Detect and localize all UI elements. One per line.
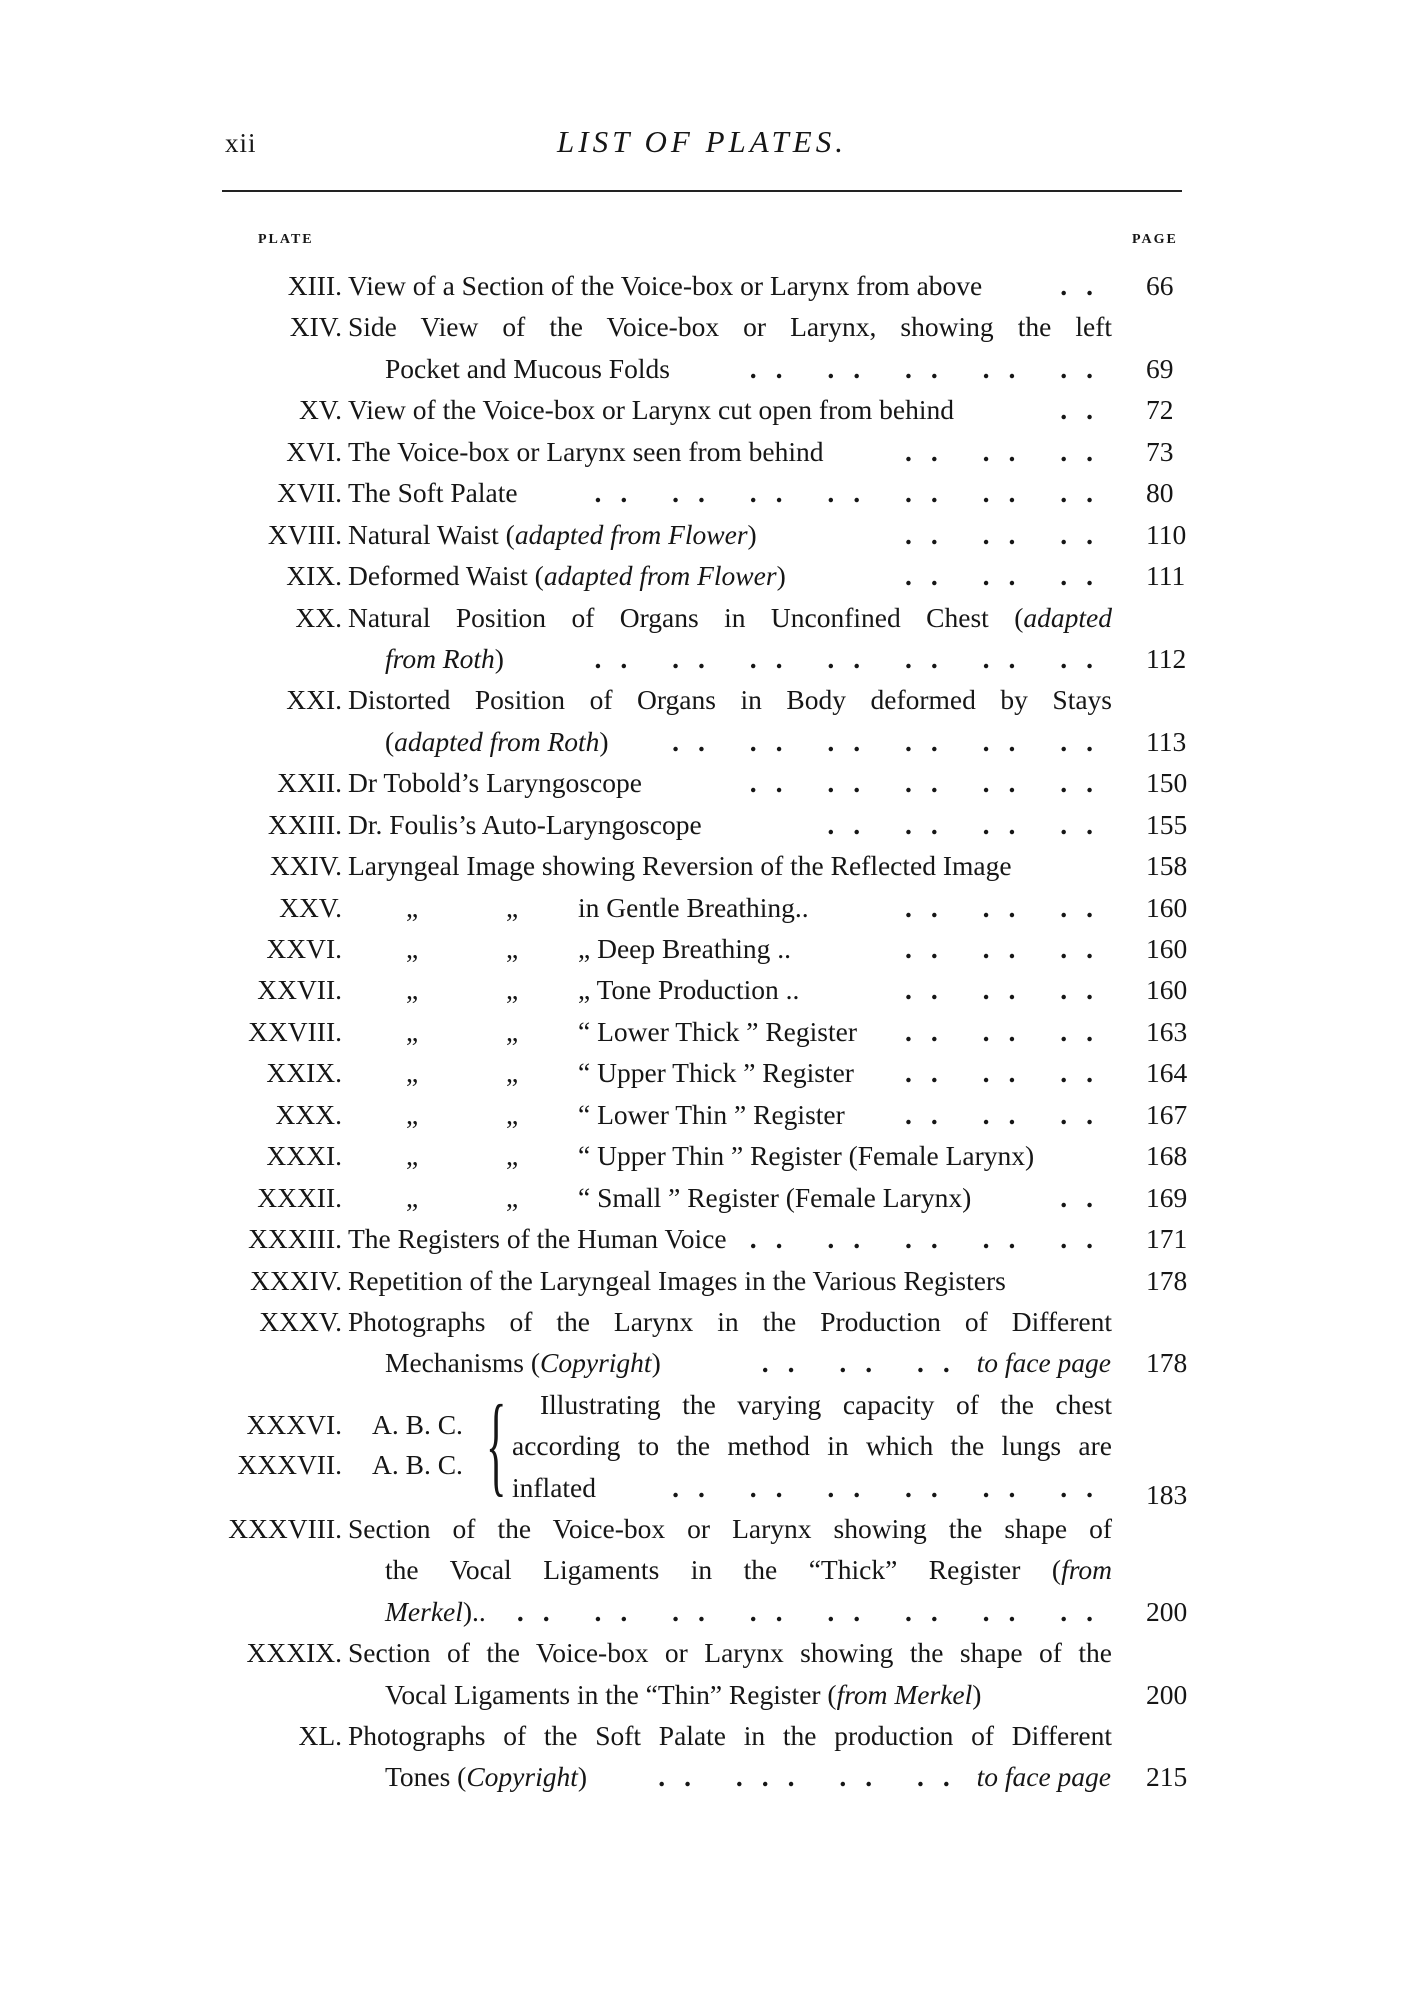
plate-title: “ Lower Thick ” Register (578, 1015, 857, 1047)
plate-number: XXXVIII. (228, 1512, 342, 1544)
page-number-ref: 168 (1146, 1140, 1188, 1172)
plate-title: the Vocal Ligaments in the “Thick” Register (from (385, 1554, 1112, 1586)
plate-number: XXIV. (269, 850, 342, 882)
plate-number: XVI. (286, 435, 342, 467)
list-item (0, 1715, 1404, 1756)
page-number-ref: 167 (1146, 1098, 1188, 1130)
page-number-ref: 163 (1146, 1015, 1188, 1047)
plate-title: „ Tone Production .. (578, 974, 800, 1006)
plate-title: Dr. Foulis’s Auto-Laryngoscope (348, 808, 702, 840)
page-number-ref: 72 (1146, 394, 1174, 426)
plate-number: XXVIII. (248, 1015, 342, 1047)
list-item (0, 1632, 1404, 1673)
plate-number: XXXVII. (237, 1448, 342, 1480)
page-number-ref: 178 (1146, 1347, 1188, 1379)
leader-dots: .. (1060, 270, 1112, 301)
plate-number: XXII. (277, 767, 342, 799)
plate-title: Pocket and Mucous Folds (385, 352, 670, 384)
list-item (0, 887, 1404, 928)
list-item (0, 638, 1404, 679)
ditto-mark: „ (506, 1098, 519, 1130)
list-item (0, 1756, 1404, 1797)
page-number: xii (225, 128, 257, 158)
leader-dots: .. .. .. (905, 891, 1112, 923)
page-number-ref: 111 (1146, 560, 1186, 592)
ditto-mark: „ (406, 891, 419, 923)
leader-dots: .. .. .. .. .. .. .. .. (516, 1595, 1112, 1627)
plate-title: inflated (512, 1471, 596, 1503)
leader-dots: .. .. .. .. .. (749, 767, 1112, 799)
plate-number: XV. (298, 394, 342, 426)
plate-title: Vocal Ligaments in the “Thin” Register (from Merkel) (385, 1678, 982, 1710)
ditto-mark: „ (406, 933, 419, 964)
plate-title: Section of the Voice-box or Larynx showing the shape of the (348, 1637, 1112, 1669)
page-number-ref: 200 (1146, 1678, 1188, 1710)
plate-letters: A. B. C. (372, 1448, 463, 1480)
list-item (0, 1301, 1404, 1342)
plate-title: „ Deep Breathing .. (578, 933, 792, 964)
page-number-ref: 113 (1146, 725, 1187, 757)
leader-dots: .. .. .. .. .. (749, 1223, 1112, 1255)
list-item (0, 1591, 1404, 1632)
plate-number: XL. (298, 1720, 342, 1751)
running-title: LIST OF PLATES. (557, 124, 847, 159)
plate-title: (adapted from Roth) (385, 725, 609, 757)
leader-dots: .. (1060, 1181, 1112, 1213)
list-item (0, 1508, 1404, 1549)
plate-number: XIII. (287, 270, 342, 301)
plate-title: Distorted Position of Organs in Body deformed by Stays (348, 684, 1112, 716)
ditto-mark: „ (406, 1098, 419, 1130)
leader-dots: .. .. .. .. .. (749, 352, 1112, 384)
list-item (0, 762, 1404, 803)
plate-title: Laryngeal Image showing Reversion of the Reflected Image (348, 850, 1012, 882)
list-item (0, 1260, 1404, 1301)
page-number-ref: 160 (1146, 974, 1188, 1006)
plate-number: XXXII. (257, 1181, 342, 1213)
leader-dots: .. .. .. (905, 1015, 1112, 1047)
list-item (0, 1135, 1404, 1176)
page-number-ref: 66 (1146, 270, 1174, 301)
plate-title: Mechanisms (Copyright) (385, 1347, 661, 1379)
plate-list (0, 265, 1404, 1798)
leader-dots: .. .. .. (905, 1098, 1112, 1130)
plate-title: The Soft Palate (348, 477, 518, 509)
plate-title: according to the method in which the lungs are (512, 1430, 1112, 1462)
plate-number: XXIII. (267, 808, 342, 840)
plate-number: XXXV. (259, 1305, 342, 1337)
leader-dots: .. .. .. .. .. .. .. (594, 477, 1112, 509)
list-item (0, 1011, 1404, 1052)
ditto-mark: „ (406, 1181, 419, 1213)
ditto-mark: „ (506, 1181, 519, 1213)
plate-title: View of a Section of the Voice-box or Larynx from above (348, 270, 983, 301)
plate-title: “ Upper Thick ” Register (578, 1057, 854, 1089)
page-number-ref: 215 (1146, 1761, 1188, 1793)
plate-number: XVII. (277, 477, 342, 509)
plate-number: XXIX. (266, 1057, 342, 1089)
plate-title: The Voice-box or Larynx seen from behind (348, 435, 824, 467)
plate-number: XXXIII. (248, 1223, 342, 1255)
brace-icon: { (486, 1382, 507, 1507)
list-item (0, 1052, 1404, 1093)
plate-number: XXXVI. (246, 1408, 342, 1440)
page-number-ref: 164 (1146, 1057, 1188, 1089)
plate-number: XIV. (289, 311, 342, 343)
plate-title: “ Lower Thin ” Register (578, 1098, 845, 1130)
plate-number: XXVI. (266, 933, 342, 964)
plate-title: Natural Waist (adapted from Flower) (348, 518, 757, 550)
list-item (0, 431, 1404, 472)
plate-number: XXI. (286, 684, 342, 716)
plate-number: XXXIV. (250, 1264, 342, 1296)
leader-dots: .. .. .. .. (827, 808, 1112, 840)
ditto-mark: „ (506, 1057, 519, 1089)
plate-title: Repetition of the Laryngeal Images in the Various Registers (348, 1264, 1006, 1296)
ditto-mark: „ (506, 933, 519, 964)
brace-entry (0, 1384, 1404, 1508)
plate-number: XX. (295, 601, 342, 633)
plate-title: Dr Tobold’s Laryngoscope (348, 767, 642, 799)
plate-title: Section of the Voice-box or Larynx showing the shape of (348, 1512, 1112, 1544)
plate-title: The Registers of the Human Voice (348, 1223, 727, 1255)
leader-dots: .. ... .. .. to face page (659, 1761, 1111, 1793)
list-item (0, 514, 1404, 555)
page-number-ref: 69 (1146, 352, 1174, 384)
ditto-mark: „ (406, 1057, 419, 1089)
page-number-ref: 110 (1146, 518, 1187, 550)
plate-number: XIX. (286, 560, 342, 592)
ditto-mark: „ (406, 1140, 419, 1172)
list-item (0, 389, 1404, 430)
page-number-ref: 171 (1146, 1223, 1188, 1255)
page-number-ref: 200 (1146, 1595, 1188, 1627)
leader-dots: .. (1060, 394, 1112, 426)
list-item (0, 306, 1404, 347)
list-item (0, 845, 1404, 886)
leader-dots: .. .. .. (905, 435, 1112, 467)
list-item (0, 472, 1404, 513)
list-item (0, 1674, 1404, 1715)
plate-title: from Roth) (385, 642, 504, 674)
plate-title: “ Upper Thin ” Register (Female Larynx) (578, 1140, 1035, 1172)
page-number-ref: 73 (1146, 435, 1174, 467)
leader-dots: .. .. .. .. .. .. .. (594, 642, 1112, 674)
plate-letters: A. B. C. (372, 1408, 463, 1440)
plate-title: View of the Voice-box or Larynx cut open from behind (348, 394, 954, 426)
leader-dots: .. .. .. .. .. .. (672, 1471, 1112, 1503)
list-item (0, 928, 1404, 969)
page-number-ref: 112 (1146, 642, 1187, 674)
leader-dots: .. .. .. (905, 518, 1112, 550)
ditto-mark: „ (506, 891, 519, 923)
leader-dots: .. .. .. (905, 933, 1112, 964)
plate-title: Illustrating the varying capacity of the chest (540, 1388, 1112, 1420)
leader-dots: .. .. .. .. .. .. (672, 725, 1112, 757)
plate-title: Deformed Waist (adapted from Flower) (348, 560, 786, 592)
plate-number: XXXI. (266, 1140, 342, 1172)
plate-title: in Gentle Breathing.. (578, 891, 809, 923)
plate-title: Photographs of the Larynx in the Production of Different (348, 1305, 1112, 1337)
column-heading-page: PAGE (1132, 232, 1178, 247)
plate-number: XXVII. (257, 974, 342, 1006)
ditto-mark: „ (506, 1015, 519, 1047)
leader-dots: .. .. .. (905, 1057, 1112, 1089)
ditto-mark: „ (406, 1015, 419, 1047)
page-number-ref: 155 (1146, 808, 1188, 840)
plate-title: Side View of the Voice-box or Larynx, showing the left (348, 311, 1112, 343)
header-rule (222, 190, 1182, 192)
plate-title: Natural Position of Organs in Unconfined Chest (adapted (348, 601, 1112, 633)
list-item (0, 1549, 1404, 1590)
leader-dots: .. .. .. (905, 974, 1112, 1006)
plate-title: Merkel).. (385, 1595, 486, 1627)
page-number-ref: 150 (1146, 767, 1188, 799)
leader-dots: .. .. .. (905, 560, 1112, 592)
list-item (0, 265, 1404, 306)
list-item (0, 969, 1404, 1010)
plate-number: XXV. (279, 891, 342, 923)
column-heading-plate: PLATE (258, 232, 314, 247)
list-item (0, 1218, 1404, 1259)
list-item (0, 721, 1404, 762)
page-number-ref: 183 (1146, 1478, 1188, 1510)
plate-number: XVIII. (267, 518, 342, 550)
ditto-mark: „ (506, 974, 519, 1006)
list-item (0, 679, 1404, 720)
list-item (0, 1094, 1404, 1135)
list-item (0, 1342, 1404, 1383)
plate-title: Photographs of the Soft Palate in the production of Different (348, 1720, 1112, 1751)
ditto-mark: „ (506, 1140, 519, 1172)
plate-number: XXXIX. (246, 1637, 342, 1669)
page-number-ref: 169 (1146, 1181, 1188, 1213)
list-item (0, 348, 1404, 389)
plate-title: Tones (Copyright) (385, 1761, 588, 1793)
page-number-ref: 158 (1146, 850, 1188, 882)
list-item (0, 804, 1404, 845)
plate-title: “ Small ” Register (Female Larynx) (578, 1181, 972, 1213)
page-number-ref: 160 (1146, 933, 1188, 964)
list-item (0, 555, 1404, 596)
ditto-mark: „ (406, 974, 419, 1006)
list-item (0, 1177, 1404, 1218)
leader-dots: .. .. .. to face page (762, 1347, 1111, 1379)
page-number-ref: 160 (1146, 891, 1188, 923)
page-number-ref: 80 (1146, 477, 1174, 509)
plate-number: XXX. (275, 1098, 342, 1130)
list-item (0, 597, 1404, 638)
page-number-ref: 178 (1146, 1264, 1188, 1296)
